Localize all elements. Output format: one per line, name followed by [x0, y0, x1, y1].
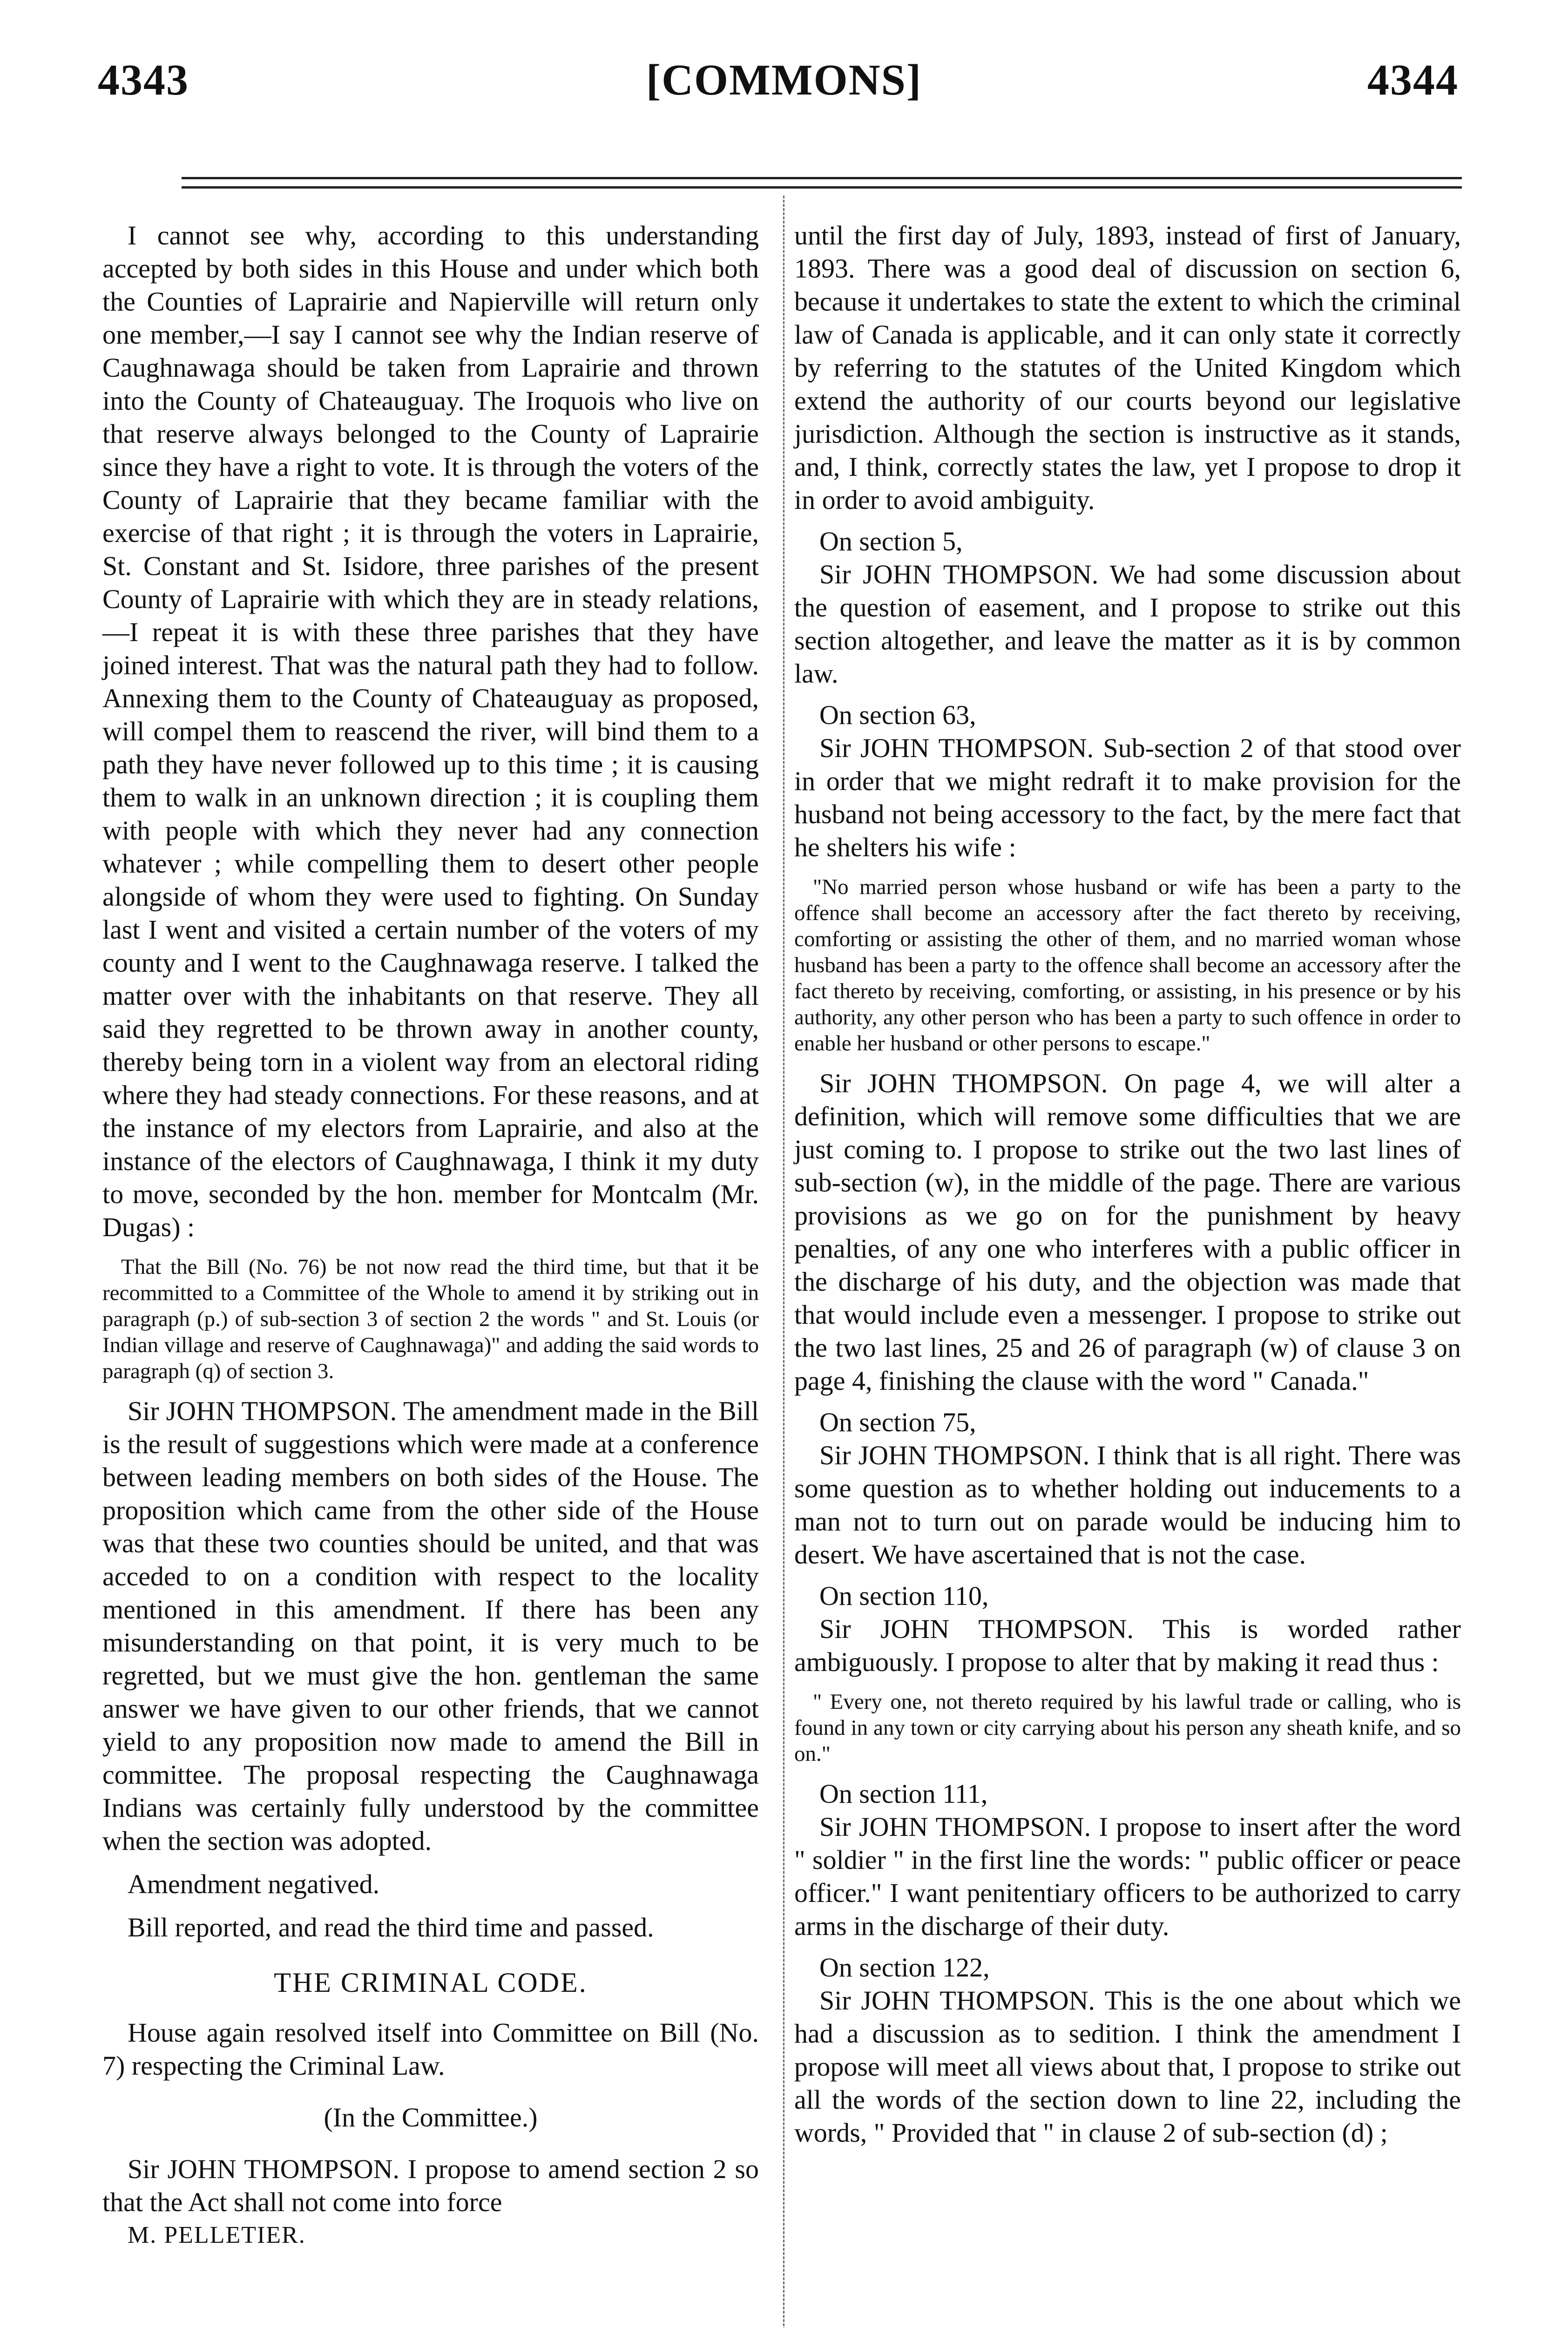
- section-label: On section 122,: [819, 1952, 990, 1983]
- speech-paragraph: until the first day of July, 1893, instead of first of January, 1893. There was a good deal of discussion on section 6, because it undertakes to state the extent to which the criminal law of Canada is applicable, and it can only state it correctly by referring to the statutes of the United Kingdom which extend the authority of our courts beyond our legislative jurisdiction. Although the section is instructive as it stands, and, I think, correctly states the law, yet I propose to drop it in order to avoid ambiguity.: [794, 220, 1461, 515]
- speech-paragraph: Sir JOHN THOMPSON. Sub-section 2 of that stood over in order that we might redraft it to make provision for the husband not being accessory to the fact, by the mere fact that he shelters his wife :: [794, 733, 1461, 862]
- speech-paragraph: Sir JOHN THOMPSON. This is worded rather ambiguously. I propose to alter that by making it read thus :: [794, 1614, 1461, 1677]
- proceeding-note: Amendment negatived.: [128, 1869, 380, 1899]
- statute-quote: " Every one, not thereto required by his lawful trade or calling, who is found in any town or city carrying about his person any sheath knife, and so on.": [794, 1690, 1461, 1766]
- left-column: [102, 219, 759, 2252]
- reporter-signature: M. PELLETIER.: [128, 2222, 306, 2248]
- right-column: [794, 219, 1461, 2149]
- speech-paragraph: Sir JOHN THOMPSON. The amendment made in the Bill is the result of suggestions which were made at a conference between leading members on both sides of the House. The proposition which came from the other side of the House was that these two counties should be united, and that was acceded to on a condition with respect to the locality mentioned in this amendment. If there has been any misunderstanding on that point, it is very much to be regretted, but we must give the hon. gentleman the same answer we have given to our other friends, that we cannot yield to any proposition now made to amend the Bill in committee. The proposal respecting the Caughnawaga Indians was certainly fully understood by the committee when the section was adopted.: [102, 1396, 759, 1856]
- speech-paragraph: Sir JOHN THOMPSON. On page 4, we will alter a definition, which will remove some difficulties that we are just coming to. I propose to strike out the two last lines of sub-section (w), in the middle of the page. There are various provisions as we go on for the punishment by heavy penalties, of any one who interferes with a public officer in the discharge of his duty, and the objection was made that that would include even a messenger. I propose to strike out the two last lines, 25 and 26 of paragraph (w) of clause 3 on page 4, finishing the clause with the word " Canada.": [794, 1068, 1461, 1396]
- statute-quote: "No married person whose husband or wife has been a party to the offence shall become an accessory after the fact thereto by receiving, comforting or assisting the other of them, and no married woman whose husband has been a party to the offence shall become an accessory after the fact thereto by receiving, comforting, or assisting, in his presence or by his authority, any other person who has been a party to such offence in order to enable her husband or other persons to escape.": [794, 875, 1461, 1056]
- header-rule-top: [182, 177, 1462, 179]
- speech-paragraph: Sir JOHN THOMPSON. I think that is all right. There was some question as to whether holding out inducements to a man not to turn out on parade would be inducing him to desert. We have ascertained that is not the case.: [794, 1440, 1461, 1570]
- speech-paragraph: Sir JOHN THOMPSON. We had some discussion about the question of easement, and I propose to strike out this section altogether, and leave the matter as it is by common law.: [794, 559, 1461, 689]
- section-label: On section 63,: [819, 700, 976, 730]
- page-number-right: 4344: [1367, 56, 1459, 104]
- committee-note: (In the Committee.): [324, 2102, 538, 2132]
- speech-paragraph: Sir JOHN THOMPSON. This is the one about which we had a discussion as to sedition. I think the amendment I propose will meet all views about that, I propose to strike out all the words of the section down to line 22, including the words, " Provided that " in clause 2 of sub-section (d) ;: [794, 1985, 1461, 2148]
- motion-quote: That the Bill (No. 76) be not now read the third time, but that it be recommitted to a Committee of the Whole to amend it by striking out in paragraph (p.) of sub-section 3 of section 2 the words " and St. Louis (or Indian village and reserve of Caughnawaga)" and adding the said words to paragraph (q) of section 3.: [102, 1255, 759, 1383]
- speech-paragraph: Sir JOHN THOMPSON. I propose to insert after the word " soldier " in the first line the words: " public officer or peace officer." I want penitentiary officers to be authorized to carry arms in the discharge of their duty.: [794, 1812, 1461, 1941]
- running-title: [COMMONS]: [646, 56, 922, 104]
- speech-paragraph: Sir JOHN THOMPSON. I propose to amend section 2 so that the Act shall not come into force: [102, 2154, 759, 2217]
- section-heading: THE CRIMINAL CODE.: [274, 1967, 588, 1998]
- column-divider: [783, 196, 784, 2328]
- page-header: [0, 55, 1568, 115]
- section-label: On section 75,: [819, 1407, 976, 1437]
- section-label: On section 110,: [819, 1581, 989, 1611]
- speech-paragraph: I cannot see why, according to this understanding accepted by both sides in this House and under which both the Counties of Laprairie and Napierville will return only one member,—I say I cannot see why the Indian reserve of Caughnawaga should be taken from Laprairie and thrown into the County of Chateauguay. The Iroquois who live on that reserve always belonged to the County of Laprairie since they have a right to vote. It is through the voters of the County of Laprairie that they became familiar with the exercise of that right ; it is through the voters in Laprairie, St. Constant and St. Isidore, three parishes of the present County of Laprairie with which they are in steady relations,—I repeat it is with these three parishes that they have joined interest. That was the natural path they had to follow. Annexing them to the County of Chateauguay as proposed, will compel them to reascend the river, will bind them to a path they have never followed up to this time ; it is causing them to walk in an unknown direction ; it is coupling them with people with which they never had any connection whatever ; while compelling them to desert other people alongside of whom they were used to fighting. On Sunday last I went and visited a certain number of the voters of my county and I went to the Caughnawaga reserve. I talked the matter over with the inhabitants on that reserve. They all said they regretted to be thrown away in another county, thereby being torn in a violent way from an electoral riding where they had steady connections. For these reasons, and at the instance of my electors from Laprairie, and also at the instance of the electors of Caughnawaga, I think it my duty to move, seconded by the hon. member for Montcalm (Mr. Dugas) :: [102, 220, 759, 1242]
- page-number-left: 4343: [98, 56, 189, 104]
- proceeding-note: Bill reported, and read the third time and passed.: [128, 1912, 654, 1942]
- section-label: On section 111,: [819, 1779, 988, 1809]
- section-label: On section 5,: [819, 526, 963, 556]
- proceeding-note: House again resolved itself into Committee on Bill (No. 7) respecting the Criminal Law.: [102, 2017, 759, 2081]
- header-rule-bottom: [182, 186, 1462, 189]
